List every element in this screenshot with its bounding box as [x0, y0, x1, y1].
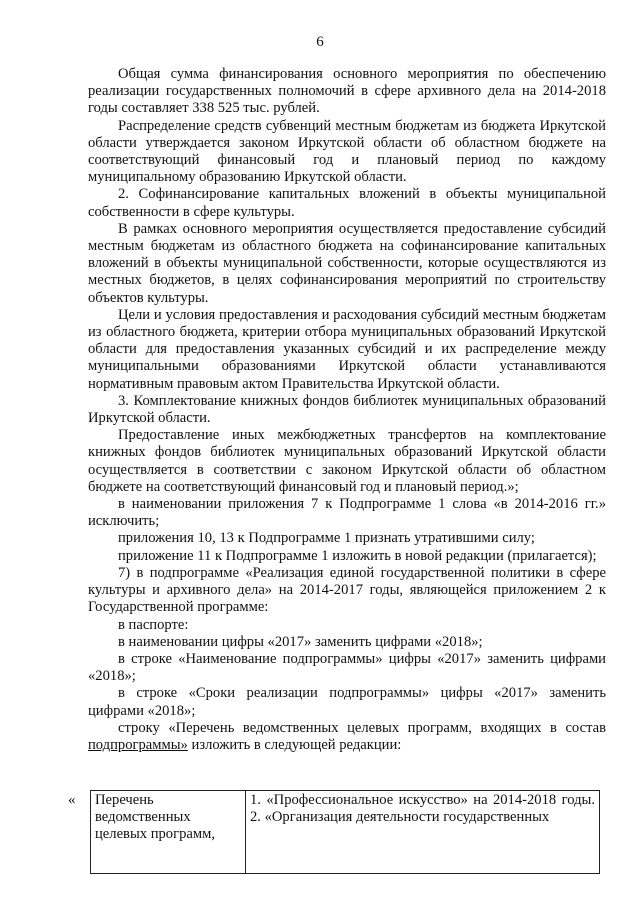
- paragraph-subsidy-conditions: Цели и условия предоставления и расходования субсидий местным бюджетам из областного бюджета, критерии отбора муниципальных образований Иркутской области для предоставления указанных субсидий и их распределение между муниципальными образованиями Иркутской области устанавливаются нормативным правовым актом Правительства Иркутской области.: [88, 306, 606, 392]
- paragraph-item-2-heading: 2. Софинансирование капитальных вложений в объекты муниципальной собственности в сфере культуры.: [88, 186, 606, 220]
- paragraph-subprogram-7: 7) в подпрограмме «Реализация единой государственной политики в сфере культуры и архивного дела» на 2014-2017 годы, являющейся приложением 2 к Государственной программе:: [88, 564, 606, 616]
- paragraph-terms-row: в строке «Сроки реализации подпрограммы» цифры «2017» заменить цифрами «2018»;: [88, 685, 606, 719]
- paragraph-name-change: в наименовании цифры «2017» заменить цифрами «2018»;: [118, 633, 483, 650]
- document-body: [88, 66, 606, 754]
- paragraph-library-transfers: Предоставление иных межбюджетных трансфертов на комплектование книжных фондов библиотек муниципальных образований Иркутской области осуществляется в соответствии с законом Иркутской области об областном бюджете на соответствующий финансовый год и плановый период.»;: [88, 427, 606, 495]
- table-row: [91, 791, 600, 874]
- paragraph-programs-list-start: строку «Перечень ведомственных целевых программ, входящих в состав: [118, 719, 606, 736]
- underlined-word: подпрограммы»: [88, 736, 188, 753]
- paragraph-programs-list-end: изложить в следующей редакции:: [187, 736, 402, 753]
- table-cell-programs: 1. «Профессиональное искусство» на 2014-2018 годы. 2. «Организация деятельности государственных: [246, 791, 600, 874]
- page-number: 6: [316, 34, 324, 50]
- paragraph-appendix-11: приложение 11 к Подпрограмме 1 изложить в новой редакции (прилагается);: [118, 547, 597, 564]
- programs-table: [90, 790, 600, 874]
- paragraph-appendix-7: в наименовании приложения 7 к Подпрограмме 1 слова «в 2014-2016 гг.» исключить;: [88, 496, 606, 530]
- paragraph-capital-investments: В рамках основного мероприятия осуществляется предоставление субсидий местным бюджетам из областного бюджета на софинансирование капитальных вложений в объекты муниципальной собственности, которые осуществляются из местных бюджетов, в целях софинансирования мероприятий по строительству объектов культуры.: [88, 220, 606, 306]
- opening-quote: «: [68, 792, 76, 808]
- paragraph-subvention-distribution: Распределение средств субвенций местным бюджетам из бюджета Иркутской области утверждается законом Иркутской области об областном бюджете на соответствующий финансовый год и плановый период по каждому муниципальному образованию Иркутской области.: [88, 117, 606, 186]
- paragraph-subprogram-name-row: в строке «Наименование подпрограммы» цифры «2017» заменить цифрами «2018»;: [88, 650, 606, 685]
- paragraph-total-financing: Общая сумма финансирования основного мероприятия по обеспечению реализации государственных полномочий в сфере архивного дела на 2014-2018 годы составляет 338 525 тыс. рублей.: [88, 66, 606, 117]
- paragraph-item-3-heading: 3. Комплектование книжных фондов библиотек муниципальных образований Иркутской области.: [88, 392, 606, 427]
- paragraph-passport: в паспорте:: [118, 616, 189, 633]
- table-cell-label: Перечень ведомственных целевых программ,: [91, 791, 246, 874]
- paragraph-programs-list-row: [88, 720, 606, 754]
- paragraph-appendix-10-13: приложения 10, 13 к Подпрограмме 1 признать утратившими силу;: [118, 530, 535, 547]
